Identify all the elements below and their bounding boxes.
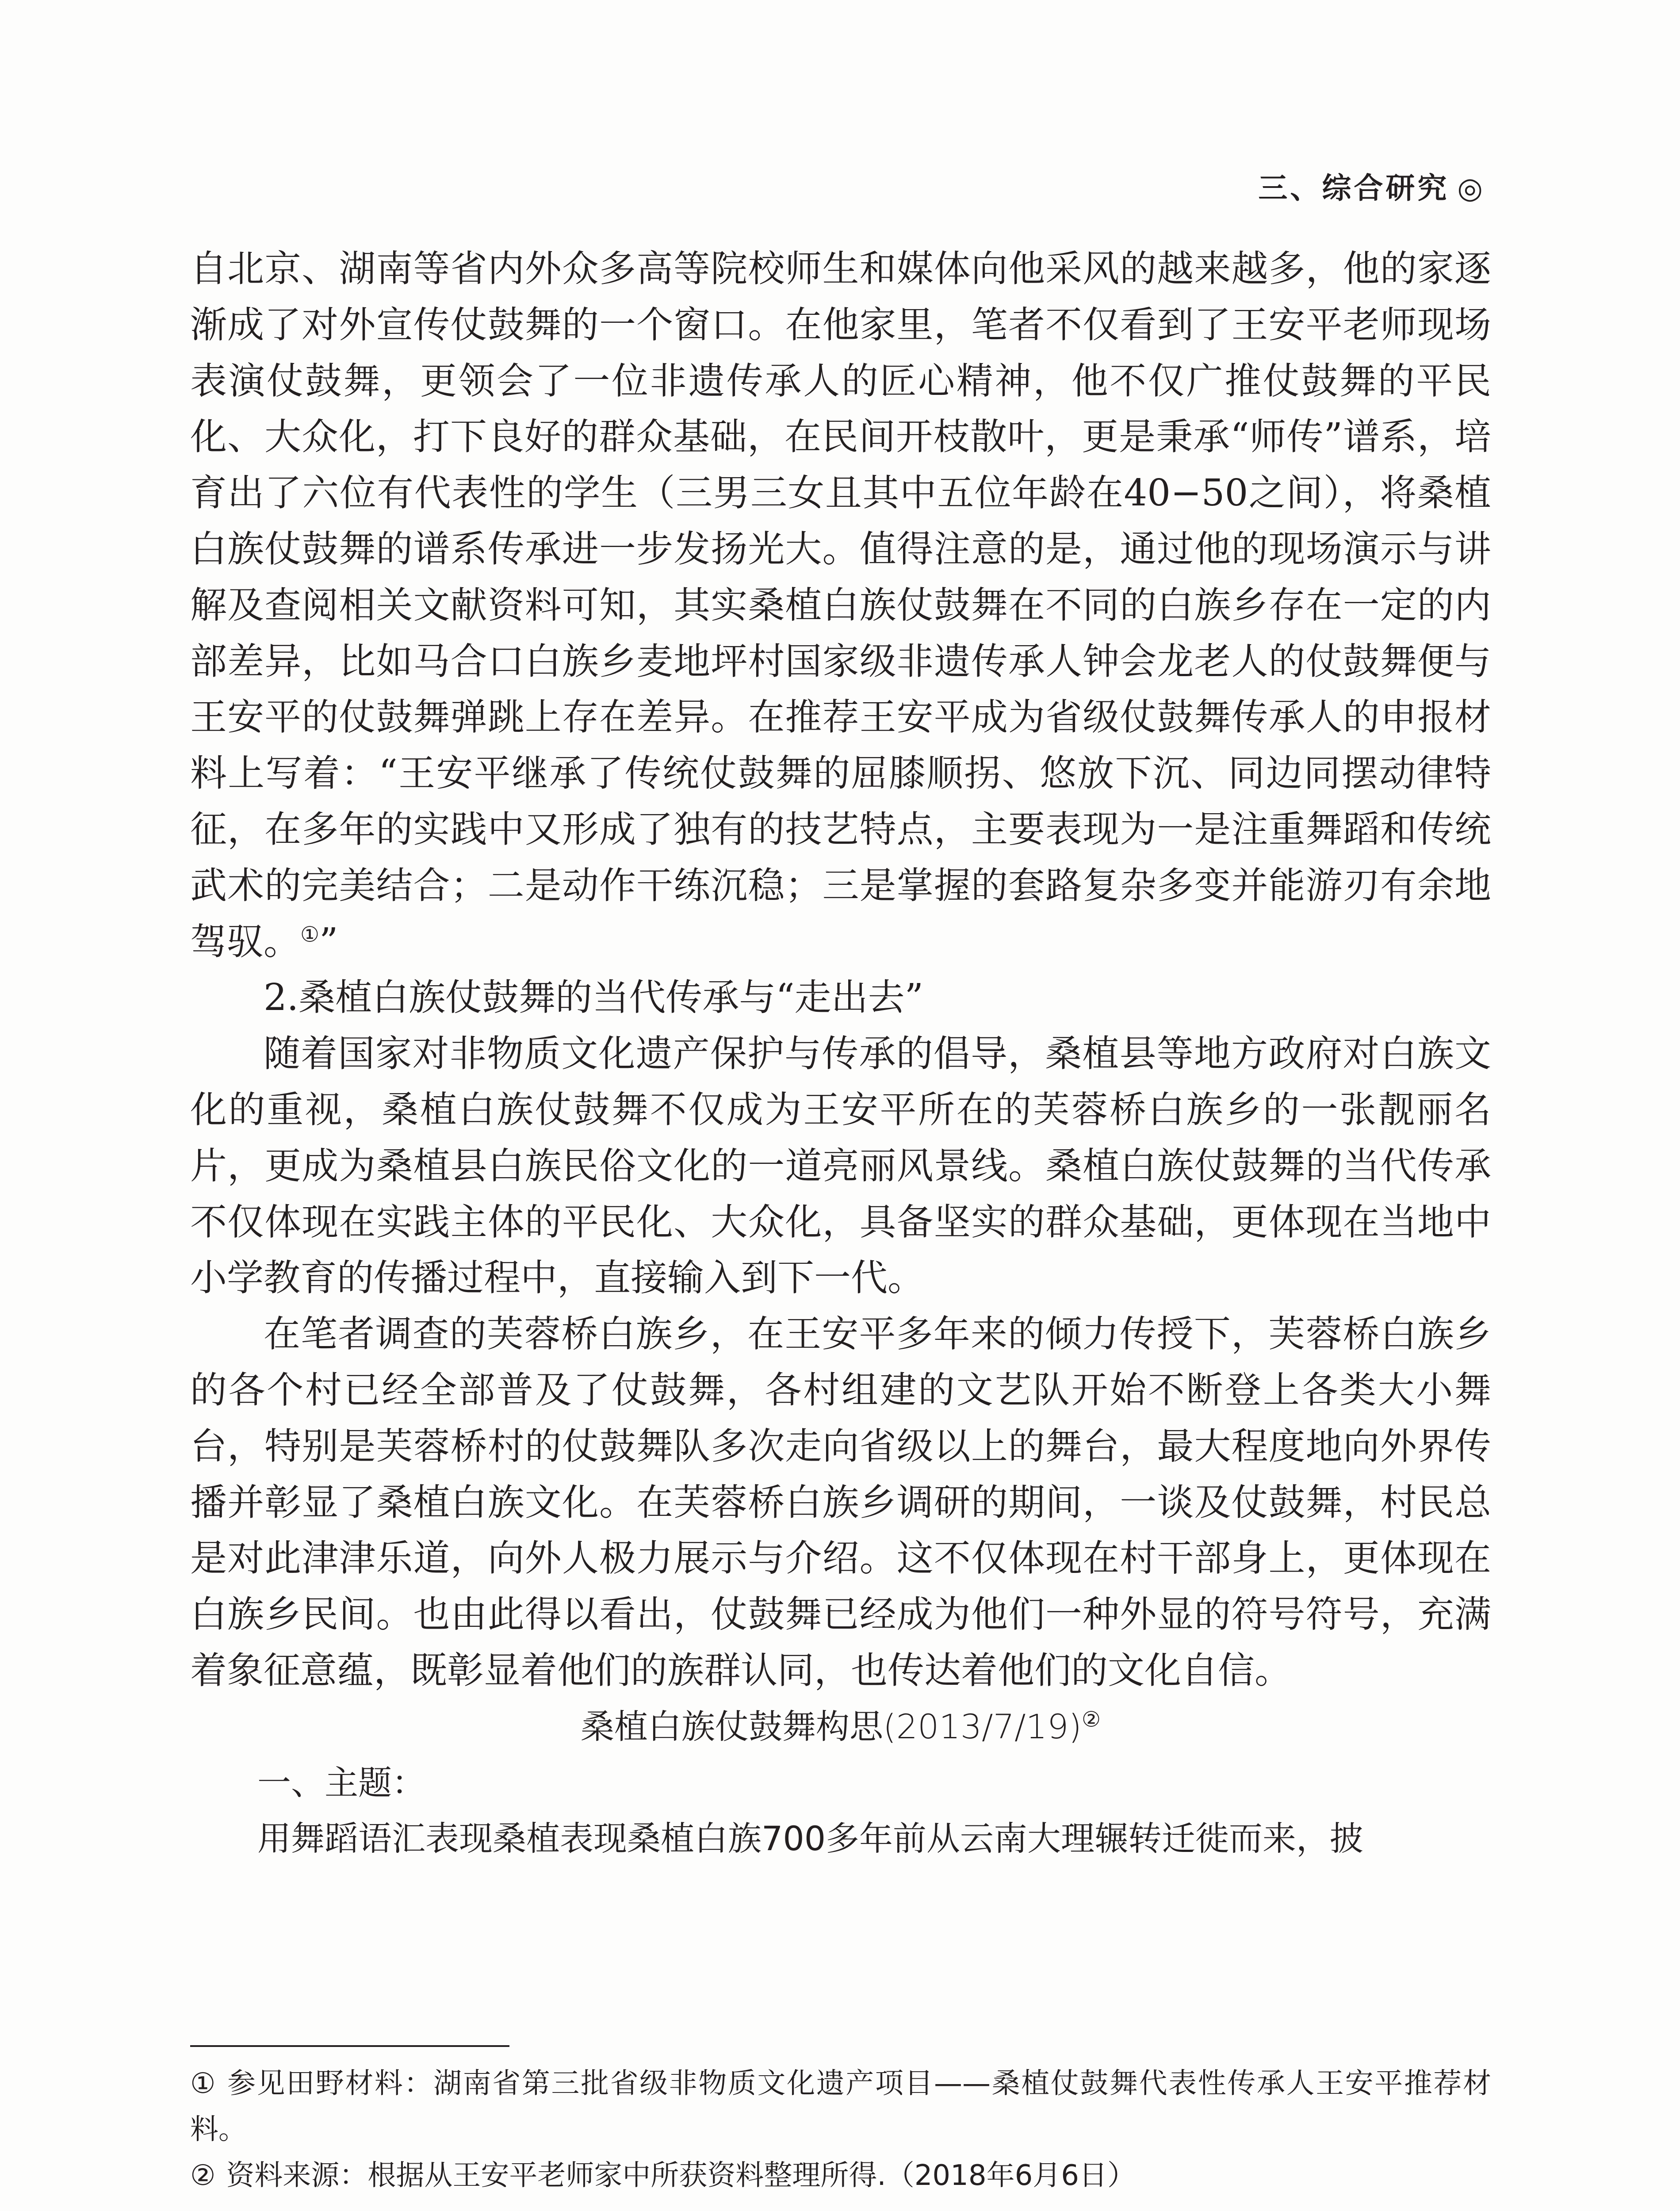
quoted-document-text: 用舞蹈语汇表现桑植表现桑植白族700多年前从云南大理辗转迁徙而来，披 (257, 1819, 1364, 1859)
footnote-1 (190, 2061, 1491, 2153)
footnote-2 (190, 2153, 1491, 2199)
quoted-document-title (190, 1699, 1491, 1755)
footnote-2-mark: ② (190, 2159, 216, 2192)
section-heading: 2.桑植白族仗鼓舞的当代传承与“走出去” (264, 976, 924, 1019)
footnote-2-text: 资料来源：根据从王安平老师家中所获资料整理所得.（2018年6月6日） (226, 2159, 1136, 2192)
running-head-title: 三、综合研究 (1258, 171, 1450, 205)
circle-ornament-icon: ◎ (1457, 171, 1485, 205)
running-head (1258, 164, 1485, 207)
paragraph-2: 随着国家对非物质文化遗产保护与传承的倡导，桑植县等地方政府对白族文化的重视，桑植白族仗鼓舞不仅成为王安平所在的芙蓉桥白族乡的一张靓丽名片，更成为桑植县白族民俗文化的一道亮丽风景线。桑植白族仗鼓舞的当代传承不仅体现在实践主体的平民化、大众化，具备坚实的群众基础，更体现在当地中小学教育的传播过程中，直接输入到下一代。 (190, 1032, 1491, 1300)
quoted-document-heading: 一、主题： (257, 1763, 425, 1802)
footnote-1-text: 参见田野材料：湖南省第三批省级非物质文化遗产项目——桑植仗鼓舞代表性传承人王安平推荐材料。 (190, 2067, 1492, 2146)
footnote-divider (190, 2045, 509, 2047)
footnote-1-mark: ① (190, 2067, 217, 2100)
quoted-document-title-text: 桑植白族仗鼓舞构思(2013/7/19) (580, 1706, 1082, 1746)
footnote-ref-1: ① (300, 922, 320, 947)
footnote-ref-2: ② (1081, 1707, 1101, 1732)
paragraph-1-text: 自北京、湖南等省内外众多高等院校师生和媒体向他采风的越来越多，他的家逐渐成了对外宣传仗鼓舞的一个窗口。在他家里，笔者不仅看到了王安平老师现场表演仗鼓舞，更领会了一位非遗传承人的匠心精神，他不仅广推仗鼓舞的平民化、大众化，打下良好的群众基础，在民间开枝散叶，更是秉承“师传”谱系，培育出了六位有代表性的学生（三男三女且其中五位年龄在40−50之间），将桑植白族仗鼓舞的谱系传承进一步发扬光大。值得注意的是，通过他的现场演示与讲解及查阅相关文献资料可知，其实桑植白族仗鼓舞在不同的白族乡存在一定的内部差异，比如马合口白族乡麦地坪村国家级非遗传承人钟会龙老人的仗鼓舞便与王安平的仗鼓舞弹跳上存在差异。在推荐王安平成为省级仗鼓舞传承人的申报材料上写着：“王安平继承了传统仗鼓舞的屈膝顺拐、悠放下沉、同边同摆动律特征，在多年的实践中又形成了独有的技艺特点，主要表现为一是注重舞蹈和传统武术的完美结合；二是动作干练沉稳；三是掌握的套路复杂多变并能游刃有余地驾驭。 (190, 247, 1491, 963)
footnotes (190, 2061, 1491, 2199)
paragraph-1-end: ” (319, 920, 338, 963)
paragraph-3: 在笔者调查的芙蓉桥白族乡，在王安平多年来的倾力传授下，芙蓉桥白族乡的各个村已经全部普及了仗鼓舞，各村组建的文艺队开始不断登上各类大小舞台，特别是芙蓉桥村的仗鼓舞队多次走向省级以上的舞台，最大程度地向外界传播并彰显了桑植白族文化。在芙蓉桥白族乡调研的期间，一谈及仗鼓舞，村民总是对此津津乐道，向外人极力展示与介绍。这不仅体现在村干部身上，更体现在白族乡民间。也由此得以看出，仗鼓舞已经成为他们一种外显的符号符号，充满着象征意蕴，既彰显着他们的族群认同，也传达着他们的文化自信。 (190, 1312, 1491, 1692)
paragraph-1 (190, 241, 1491, 970)
body-text (190, 241, 1491, 1867)
